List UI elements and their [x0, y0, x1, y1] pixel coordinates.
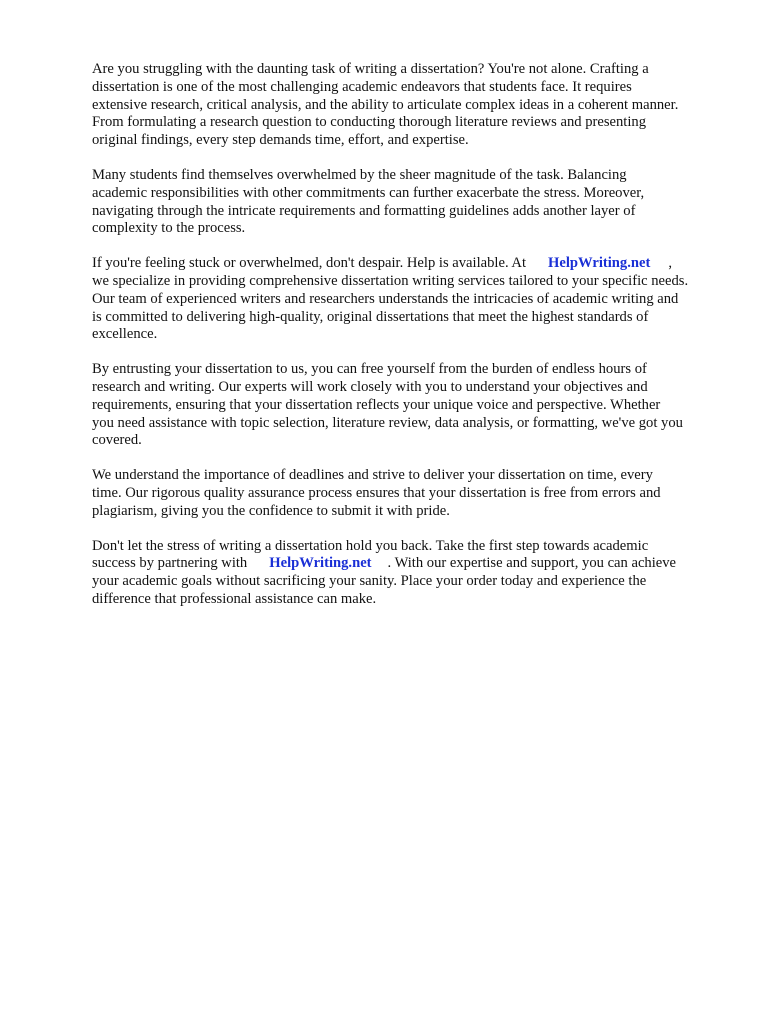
text-line-with-link [92, 255, 742, 273]
text-line: academic responsibilities with other commitments can further exacerbate the stress. Moreover, [92, 184, 645, 201]
paragraph-6 [92, 538, 742, 609]
document-body [92, 61, 742, 626]
paragraph-1 [92, 61, 742, 150]
text-line: requirements, ensuring that your dissertation reflects your unique voice and perspective. Whether [92, 396, 661, 413]
text-line: covered. [92, 432, 142, 449]
helpwriting-link[interactable]: HelpWriting.net [548, 255, 651, 272]
text-line: time. Our rigorous quality assurance process ensures that your dissertation is free from errors and [92, 484, 661, 501]
text-line: Don't let the stress of writing a dissertation hold you back. Take the first step towards academic [92, 537, 649, 554]
text-line: excellence. [92, 326, 158, 343]
text-segment: , [668, 255, 672, 272]
text-segment: If you're feeling stuck or overwhelmed, don't despair. Help is available. At [92, 255, 527, 272]
text-line: we specialize in providing comprehensive dissertation writing services tailored to your specific needs. [92, 272, 689, 289]
text-line: difference that professional assistance can make. [92, 590, 377, 607]
text-line: dissertation is one of the most challenging academic endeavors that students face. It requires [92, 78, 632, 95]
paragraph-2 [92, 167, 742, 238]
paragraph-3 [92, 255, 742, 344]
text-line: is committed to delivering high-quality, original dissertations that meet the highest standards of [92, 308, 649, 325]
text-line-with-link [92, 555, 742, 573]
text-line: you need assistance with topic selection, literature review, data analysis, or formatting, we've got you [92, 414, 683, 431]
text-line: Many students find themselves overwhelmed by the sheer magnitude of the task. Balancing [92, 166, 627, 183]
text-line: Our team of experienced writers and researchers understands the intricacies of academic writing and [92, 290, 679, 307]
text-line: From formulating a research question to conducting thorough literature reviews and presenting [92, 114, 646, 131]
helpwriting-link[interactable]: HelpWriting.net [269, 555, 372, 572]
text-segment: success by partnering with [92, 555, 248, 572]
text-line: We understand the importance of deadlines and strive to deliver your dissertation on time, every [92, 467, 653, 484]
text-line: By entrusting your dissertation to us, you can free yourself from the burden of endless hours of [92, 361, 647, 378]
paragraph-4 [92, 361, 742, 450]
text-line: original findings, every step demands time, effort, and expertise. [92, 132, 469, 149]
text-line: complexity to the process. [92, 220, 246, 237]
text-line: extensive research, critical analysis, and the ability to articulate complex ideas in a coherent manner. [92, 96, 679, 113]
text-segment: . With our expertise and support, you can achieve [387, 555, 677, 572]
text-line: research and writing. Our experts will work closely with you to understand your objectives and [92, 378, 648, 395]
paragraph-5 [92, 467, 742, 520]
text-line: plagiarism, giving you the confidence to submit it with pride. [92, 502, 450, 519]
text-line: Are you struggling with the daunting task of writing a dissertation? You're not alone. Crafting a [92, 61, 649, 77]
text-line: your academic goals without sacrificing your sanity. Place your order today and experience the [92, 573, 647, 590]
text-line: navigating through the intricate requirements and formatting guidelines adds another layer of [92, 202, 636, 219]
